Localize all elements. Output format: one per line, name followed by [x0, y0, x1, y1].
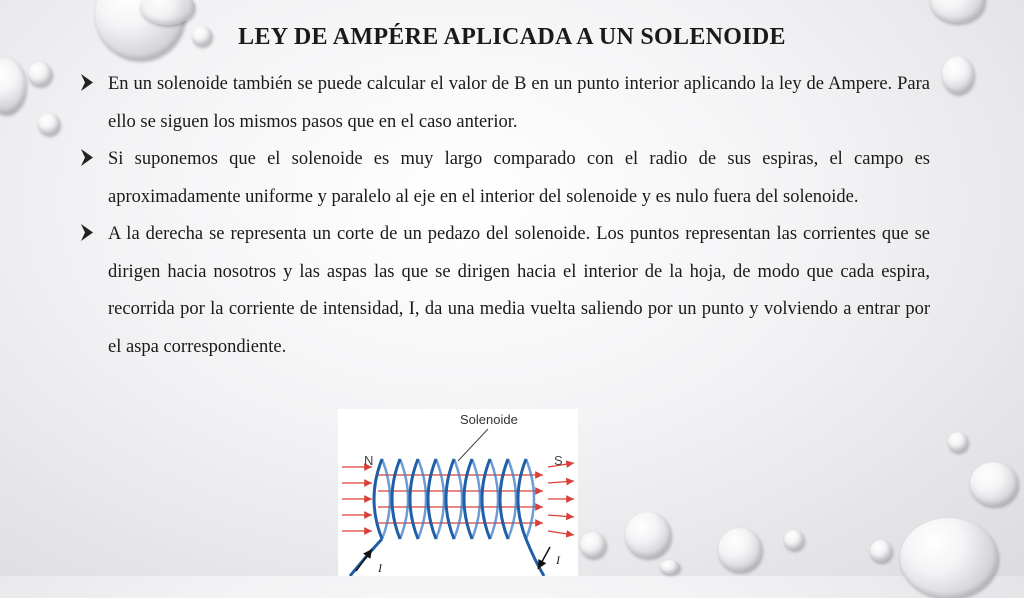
south-pole-label: S	[554, 453, 563, 468]
bullet-item	[78, 141, 930, 216]
bullet-item	[78, 66, 930, 141]
solenoid-figure	[338, 409, 578, 576]
water-drop-decoration	[718, 528, 762, 572]
water-drop-decoration	[870, 540, 892, 562]
water-drop-decoration	[660, 560, 680, 574]
bullet-text: En un solenoide también se puede calcular el valor de B en un punto interior aplicando la ley de Ampere. Para ello se siguen los mismos pasos que en el caso anterior.	[108, 74, 930, 132]
water-drop-decoration	[28, 62, 52, 86]
arrow-bullet-icon	[78, 217, 98, 249]
label-pointer	[458, 429, 488, 461]
slide-title: LEY DE AMPÉRE APLICADA A UN SOLENOIDE	[238, 24, 786, 50]
current-label-left: I	[378, 561, 382, 575]
arrow-bullet-icon	[78, 67, 98, 99]
water-drop-decoration	[0, 58, 26, 114]
current-arrow-left	[356, 549, 372, 571]
water-drop-decoration	[948, 432, 968, 452]
water-drop-decoration	[942, 56, 974, 94]
coil-back	[382, 459, 534, 539]
bullet-item	[78, 216, 930, 366]
water-drop-decoration	[930, 0, 985, 23]
water-drop-decoration	[784, 530, 804, 550]
solenoid-label: Solenoide	[460, 412, 518, 427]
bullet-list	[78, 66, 930, 366]
water-drop-decoration	[580, 532, 606, 558]
water-drop-decoration	[970, 462, 1018, 506]
water-drop-decoration	[38, 113, 60, 135]
arrow-bullet-icon	[78, 142, 98, 174]
water-drop-decoration	[900, 518, 998, 598]
water-drop-decoration	[625, 512, 671, 558]
current-arrow-right	[538, 547, 550, 569]
solenoid-diagram	[338, 409, 578, 576]
current-label-right: I	[556, 553, 560, 567]
bullet-text: A la derecha se representa un corte de un pedazo del solenoide. Los puntos representan las corrientes que se dirigen hacia nosotros y las aspas las que se dirigen hacia el interior de la hoja, de modo que cada espira, recorrida por la corriente de intensidad, I, da una media vuelta saliendo por un punto y volviendo a entrar por el aspa correspondiente.	[108, 224, 930, 357]
north-pole-label: N	[364, 453, 374, 468]
bullet-text: Si suponemos que el solenoide es muy largo comparado con el radio de sus espiras, el campo es aproximadamente uniforme y paralelo al eje en el interior del solenoide y es nulo fuera del solenoide.	[108, 149, 930, 207]
